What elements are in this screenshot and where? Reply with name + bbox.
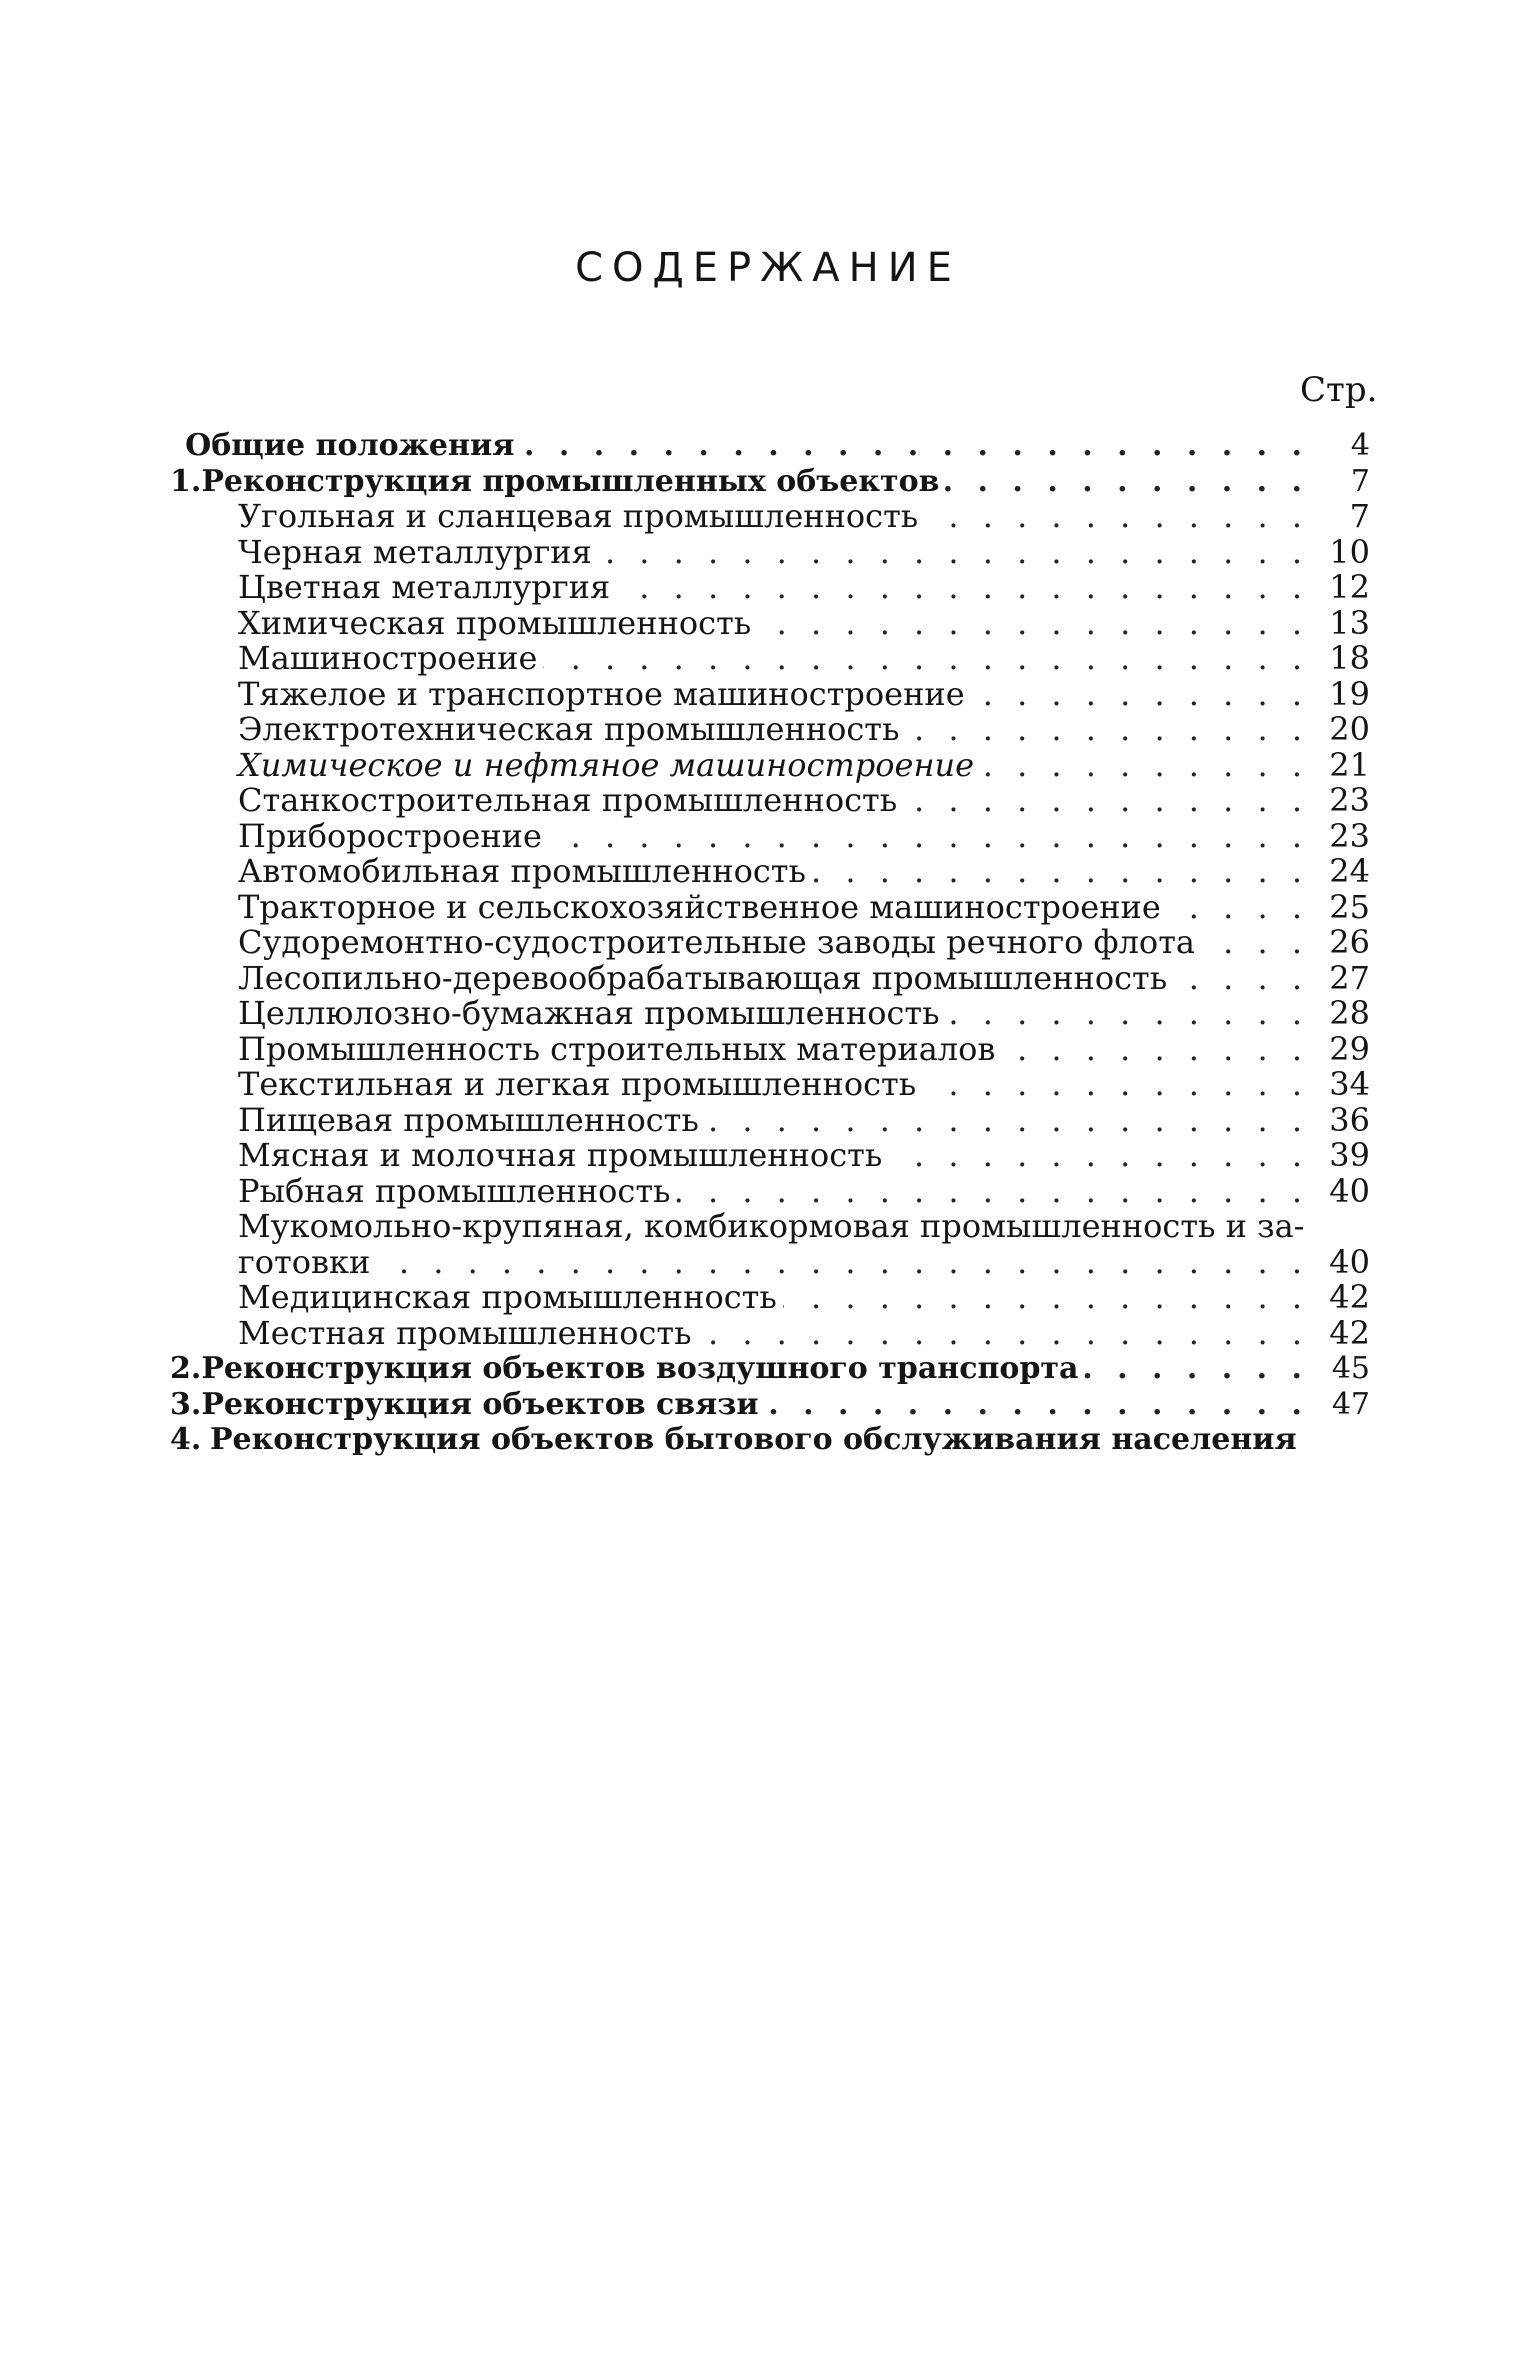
toc-entry	[170, 1029, 1370, 1068]
toc-entry	[170, 499, 1370, 535]
toc-entry-page: 42	[1329, 1278, 1370, 1316]
toc-entry-number: 2.	[170, 1351, 202, 1386]
toc-entry	[170, 783, 1370, 819]
toc-entry	[170, 603, 1370, 642]
toc-entry-title: Медицинская промышленность	[238, 1278, 777, 1316]
toc-entry	[170, 816, 1370, 855]
toc-entry-page: 10	[1329, 532, 1370, 571]
toc-entry-title: Реконструкция объектов бытового обслуживания населения	[210, 1422, 1297, 1457]
toc-entry-title: Реконструкция промышленных объектов	[201, 463, 940, 499]
toc-entry-page: 23	[1329, 781, 1370, 819]
toc-entry	[170, 1067, 1370, 1103]
toc-entry-title: готовки	[238, 1242, 371, 1281]
toc-entry-title: Реконструкция объектов воздушного транспорта	[201, 1351, 1079, 1386]
toc-entry	[170, 1351, 1370, 1387]
toc-entry-title: Химическая промышленность	[238, 603, 752, 642]
toc-entry	[170, 1209, 1370, 1245]
toc-entry-title: Мукомольно-крупяная, комбикормовая промышленность и за-	[238, 1207, 1305, 1245]
toc-entry-title: Судоремонтно-судостроительные заводы речного флота	[238, 923, 1195, 961]
toc-entry-page: 26	[1329, 923, 1370, 961]
toc-entry-page: 28	[1329, 994, 1370, 1032]
toc-entry-title: Промышленность строительных материалов	[238, 1029, 996, 1068]
dot-leader	[1173, 961, 1302, 997]
toc-entry-title: Текстильная и легкая промышленность	[238, 1065, 917, 1103]
dot-leader	[980, 748, 1302, 784]
dot-leader	[376, 1245, 1302, 1281]
toc-entry	[170, 925, 1370, 961]
dot-leader	[705, 1103, 1302, 1139]
toc-entry-title: Реконструкция объектов связи	[201, 1386, 759, 1422]
toc-entry	[170, 1138, 1370, 1174]
dot-leader	[543, 641, 1302, 677]
toc-entry-page: 40	[1329, 1242, 1370, 1281]
toc-entry-title: Электротехническая промышленность	[238, 710, 900, 748]
toc-entry-title: Лесопильно-деревообрабатывающая промышленность	[238, 958, 1168, 997]
toc-entry	[170, 1242, 1370, 1281]
dot-leader	[520, 428, 1302, 464]
toc-entry	[170, 854, 1370, 890]
toc-entry-title: Машиностроение	[238, 639, 538, 677]
table-of-contents	[170, 428, 1370, 1458]
dot-leader	[946, 996, 1303, 1032]
toc-entry-page: 27	[1329, 958, 1370, 997]
dot-leader	[765, 1387, 1302, 1423]
dot-leader	[548, 819, 1302, 855]
toc-entry	[170, 1387, 1370, 1423]
toc-entry	[170, 887, 1370, 926]
toc-entry-page: 29	[1329, 1029, 1370, 1068]
dot-leader	[945, 464, 1302, 500]
toc-entry-number: 4.	[170, 1422, 202, 1457]
toc-entry-title: Мясная и молочная промышленность	[238, 1136, 883, 1174]
toc-entry-page: 13	[1329, 603, 1370, 642]
toc-entry-page: 42	[1329, 1313, 1370, 1352]
toc-entry-page: 12	[1329, 568, 1370, 606]
dot-leader	[1167, 890, 1302, 926]
dot-leader	[922, 1067, 1302, 1103]
toc-entry-title: Цветная металлургия	[238, 568, 611, 606]
dot-leader	[676, 1174, 1302, 1210]
dot-leader	[616, 570, 1302, 606]
toc-entry-page: 25	[1329, 887, 1370, 926]
dot-leader	[1201, 925, 1302, 961]
toc-entry-page: 21	[1329, 745, 1370, 784]
toc-entry-title: Целлюлозно-бумажная промышленность	[238, 994, 940, 1032]
toc-entry-page: 4	[1350, 428, 1370, 463]
toc-entry	[170, 1280, 1370, 1316]
toc-entry	[170, 958, 1370, 997]
dot-leader	[757, 606, 1302, 642]
toc-entry-title: Рыбная промышленность	[238, 1171, 671, 1210]
toc-entry-page: 45	[1331, 1351, 1370, 1386]
toc-entry	[170, 1100, 1370, 1139]
dot-leader	[1084, 1351, 1302, 1387]
toc-entry-title: Автомобильная промышленность	[238, 852, 806, 890]
toc-entry	[170, 428, 1370, 464]
dot-leader	[1001, 1032, 1302, 1068]
toc-entry	[170, 745, 1370, 784]
toc-entry	[170, 1171, 1370, 1210]
dot-leader	[698, 1316, 1302, 1352]
toc-entry-page: 34	[1329, 1065, 1370, 1103]
toc-entry	[170, 570, 1370, 606]
toc-entry-page: 20	[1329, 710, 1370, 748]
dot-leader	[598, 535, 1302, 571]
toc-entry-page: 19	[1329, 674, 1370, 713]
toc-entry-title: Тракторное и сельскохозяйственное машиностроение	[238, 887, 1161, 926]
toc-entry-page: 23	[1329, 816, 1370, 855]
dot-leader	[812, 854, 1302, 890]
page-column-label: Стр.	[1300, 370, 1378, 410]
toc-entry-page: 18	[1329, 639, 1370, 677]
dot-leader	[924, 499, 1302, 535]
page-title: СОДЕРЖАНИЕ	[575, 245, 961, 291]
toc-entry-title: Станкостроительная промышленность	[238, 781, 898, 819]
toc-entry	[170, 532, 1370, 571]
toc-entry-number: 3.	[170, 1386, 202, 1422]
toc-entry	[170, 464, 1370, 500]
toc-entry-title: Угольная и сланцевая промышленность	[238, 497, 919, 535]
toc-entry-page: 40	[1329, 1171, 1370, 1210]
toc-entry	[170, 996, 1370, 1032]
toc-entry-title: Химическое и нефтяное машиностроение	[238, 745, 975, 784]
toc-entry	[170, 1422, 1370, 1458]
toc-entry-page: 7	[1350, 463, 1370, 499]
dot-leader	[905, 712, 1302, 748]
toc-entry-page: 39	[1329, 1136, 1370, 1174]
dot-leader	[903, 783, 1302, 819]
toc-entry-page: 24	[1329, 852, 1370, 890]
toc-entry-title: Местная промышленность	[238, 1313, 692, 1352]
toc-entry-title: Черная металлургия	[238, 532, 592, 571]
toc-entry	[170, 1313, 1370, 1352]
toc-entry-title: Приборостроение	[238, 816, 542, 855]
toc-entry-title: Пищевая промышленность	[238, 1100, 699, 1139]
toc-entry-number: 1.	[170, 463, 202, 499]
dot-leader	[888, 1138, 1302, 1174]
toc-entry-page: 7	[1349, 497, 1370, 535]
toc-entry	[170, 712, 1370, 748]
dot-leader	[971, 677, 1302, 713]
toc-entry	[170, 641, 1370, 677]
toc-entry-page: 47	[1331, 1386, 1370, 1422]
dot-leader	[783, 1280, 1302, 1316]
toc-entry	[170, 674, 1370, 713]
toc-entry-title: Общие положения	[185, 428, 515, 463]
toc-entry-page: 36	[1329, 1100, 1370, 1139]
toc-entry-title: Тяжелое и транспортное машиностроение	[238, 674, 965, 713]
